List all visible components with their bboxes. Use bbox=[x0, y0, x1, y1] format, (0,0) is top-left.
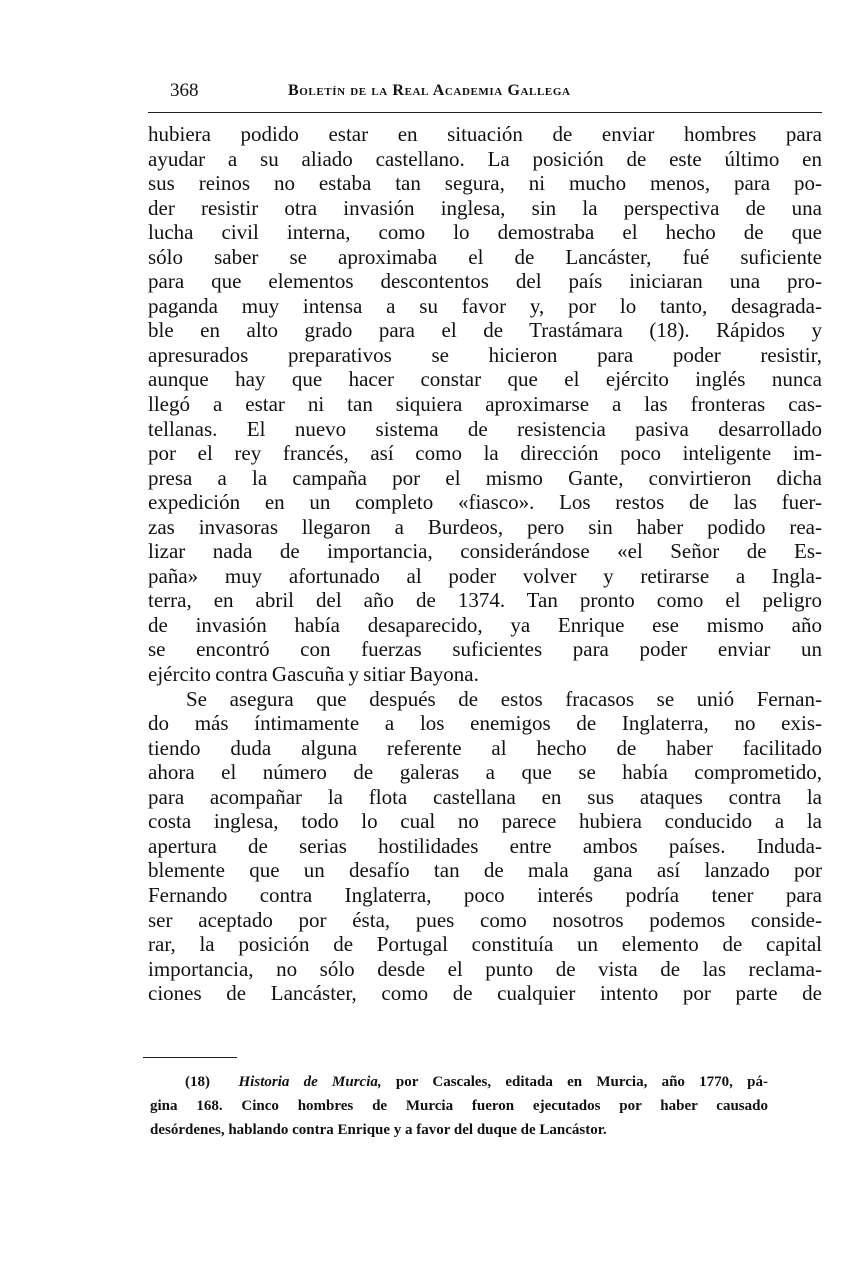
text-line: blemente que un desafío tan de mala gana así lanzado por bbox=[148, 858, 822, 883]
text-line: presa a la campaña por el mismo Gante, convirtieron dicha bbox=[148, 465, 822, 490]
text-line: ayudar a su aliado castellano. La posición de este último en bbox=[148, 146, 822, 171]
text-line: paganda muy intensa a su favor y, por lo tanto, desagrada- bbox=[148, 293, 822, 318]
text-line: sólo saber se aproximaba el de Lancáster, fué suficiente bbox=[148, 244, 822, 269]
page-header bbox=[148, 80, 822, 112]
footnote-title: Historia de Murcia, bbox=[238, 1074, 382, 1090]
text-line: tiendo duda alguna referente al hecho de haber facilitado bbox=[148, 735, 822, 760]
text-line: ble en alto grado para el de Trastámara (18). Rápidos y bbox=[148, 318, 822, 343]
text-line: expedición en un completo «fiasco». Los restos de las fuer- bbox=[148, 490, 822, 515]
running-title: Boletín de la Real Academia Gallega bbox=[288, 82, 571, 99]
text-line: rar, la posición de Portugal constituía un elemento de capital bbox=[148, 932, 822, 957]
text-line: lucha civil interna, como lo demostraba el hecho de que bbox=[148, 220, 822, 245]
body-text bbox=[148, 122, 822, 1006]
text-line: do más íntimamente a los enemigos de Inglaterra, no exis- bbox=[148, 711, 822, 736]
text-line: ahora el número de galeras a que se había comprometido, bbox=[148, 760, 822, 785]
text-line: lizar nada de importancia, considerándose «el Señor de Es- bbox=[148, 539, 822, 564]
text-line: de invasión había desaparecido, ya Enrique ese mismo año bbox=[148, 612, 822, 637]
text-line: para acompañar la flota castellana en sus ataques contra la bbox=[148, 784, 822, 809]
footnote-line bbox=[150, 1070, 768, 1094]
text-line: hubiera podido estar en situación de enviar hombres para bbox=[148, 122, 822, 146]
footnote-text: por Cascales, editada en Murcia, año 1770, pá- bbox=[395, 1074, 769, 1090]
text-line: paña» muy afortunado al poder volver y retirarse a Ingla- bbox=[148, 563, 822, 588]
text-line: sus reinos no estaba tan segura, ni mucho menos, para po- bbox=[148, 171, 822, 196]
text-line: apresurados preparativos se hicieron para poder resistir, bbox=[148, 342, 822, 367]
text-line: aunque hay que hacer constar que el ejército inglés nunca bbox=[148, 367, 822, 392]
text-line: der resistir otra invasión inglesa, sin la perspectiva de una bbox=[148, 195, 822, 220]
footnote-rule bbox=[143, 1057, 237, 1058]
text-line: apertura de serias hostilidades entre ambos países. Induda- bbox=[148, 833, 822, 858]
text-line: ciones de Lancáster, como de cualquier intento por parte de bbox=[148, 981, 822, 1006]
text-line: Fernando contra Inglaterra, poco interés podría tener para bbox=[148, 882, 822, 907]
text-line: llegó a estar ni tan siquiera aproximarse a las fronteras cas- bbox=[148, 392, 822, 417]
text-line: ser aceptado por ésta, pues como nosotros podemos conside- bbox=[148, 907, 822, 932]
text-line: para que elementos descontentos del país iniciaran una pro- bbox=[148, 269, 822, 294]
footnote-line: gina 168. Cinco hombres de Murcia fueron ejecutados por haber causado bbox=[150, 1098, 768, 1114]
text-line: ejército contra Gascuña y sitiar Bayona. bbox=[148, 662, 479, 687]
text-line: por el rey francés, así como la dirección poco inteligente im- bbox=[148, 441, 822, 466]
text-line: tellanas. El nuevo sistema de resistencia pasiva desarrollado bbox=[148, 416, 822, 441]
footnote bbox=[150, 1070, 768, 1142]
text-line: terra, en abril del año de 1374. Tan pronto como el peligro bbox=[148, 588, 822, 613]
page-number: 368 bbox=[170, 80, 199, 101]
text-line: importancia, no sólo desde el punto de vista de las reclama- bbox=[148, 956, 822, 981]
text-line: se encontró con fuerzas suficientes para poder enviar un bbox=[148, 637, 822, 662]
text-line: zas invasoras llegaron a Burdeos, pero sin haber podido rea- bbox=[148, 514, 822, 539]
text-line: costa inglesa, todo lo cual no parece hubiera conducido a la bbox=[148, 809, 822, 834]
text-line: Se asegura que después de estos fracasos se unió Fernan- bbox=[186, 686, 822, 711]
footnote-line: desórdenes, hablando contra Enrique y a favor del duque de Lancástor. bbox=[150, 1122, 607, 1138]
header-rule bbox=[148, 112, 822, 113]
footnote-marker: (18) bbox=[185, 1074, 210, 1090]
